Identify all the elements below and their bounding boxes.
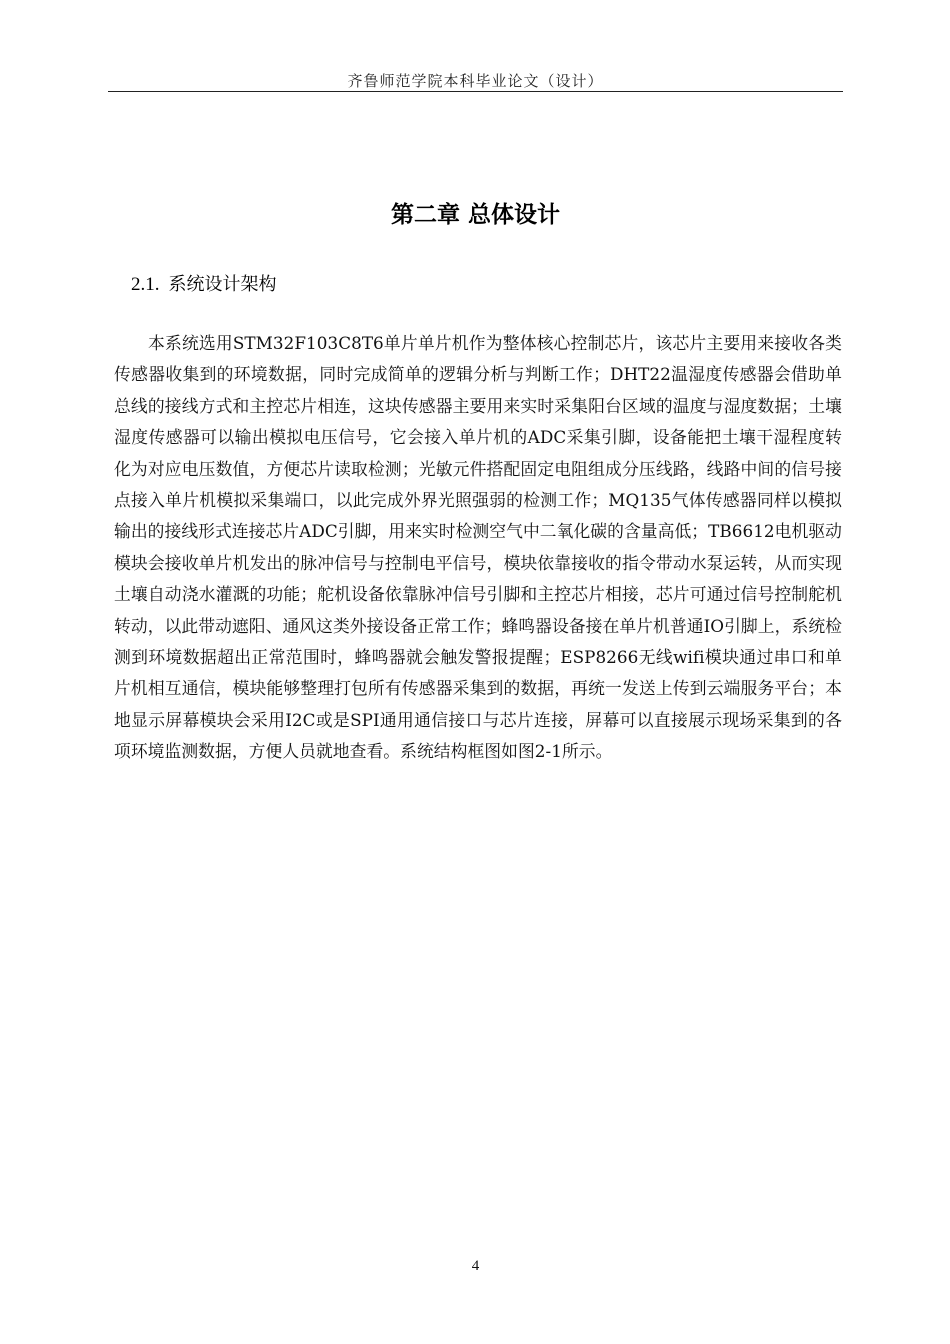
body-paragraph: 本系统选用STM32F103C8T6单片单片机作为整体核心控制芯片，该芯片主要用来接收各类传感器收集到的环境数据，同时完成简单的逻辑分析与判断工作；DHT22温湿度传感器会借助单总线的接线方式和主控芯片相连，这块传感器主要用来实时采集阳台区域的温度与湿度数据；土壤湿度传感器可以输出模拟电压信号，它会接入单片机的ADC采集引脚，设备能把土壤干湿程度转化为对应电压数值，方便芯片读取检测；光敏元件搭配固定电阻组成分压线路，线路中间的信号接点接入单片机模拟采集端口，以此完成外界光照强弱的检测工作；MQ135气体传感器同样以模拟输出的接线形式连接芯片ADC引脚，用来实时检测空气中二氧化碳的含量高低；TB6612电机驱动模块会接收单片机发出的脉冲信号与控制电平信号，模块依靠接收的指令带动水泵运转，从而实现土壤自动浇水灌溉的功能；舵机设备依靠脉冲信号引脚和主控芯片相接，芯片可通过信号控制舵机转动，以此带动遮阳、通风这类外接设备正常工作；蜂鸣器设备接在单片机普通IO引脚上，系统检测到环境数据超出正常范围时，蜂鸣器就会触发警报提醒；ESP8266无线wifi模块通过串口和单片机相互通信，模块能够整理打包所有传感器采集到的数据，再统一发送上传到云端服务平台；本地显示屏幕模块会采用I2C或是SPI通用通信接口与芯片连接，屏幕可以直接展示现场采集到的各项环境监测数据，方便人员就地查看。系统结构框图如图2-1所示。 <box>114 333 842 762</box>
page-number: 4 <box>471 1258 480 1274</box>
running-header: 齐鲁师范学院本科毕业论文（设计） <box>347 72 604 90</box>
header-rule <box>108 91 843 92</box>
chapter-title: 第二章 总体设计 <box>390 202 560 228</box>
section-number: 2.1. <box>131 274 160 295</box>
section-title: 系统设计架构 <box>168 274 277 295</box>
section-heading <box>131 270 277 296</box>
